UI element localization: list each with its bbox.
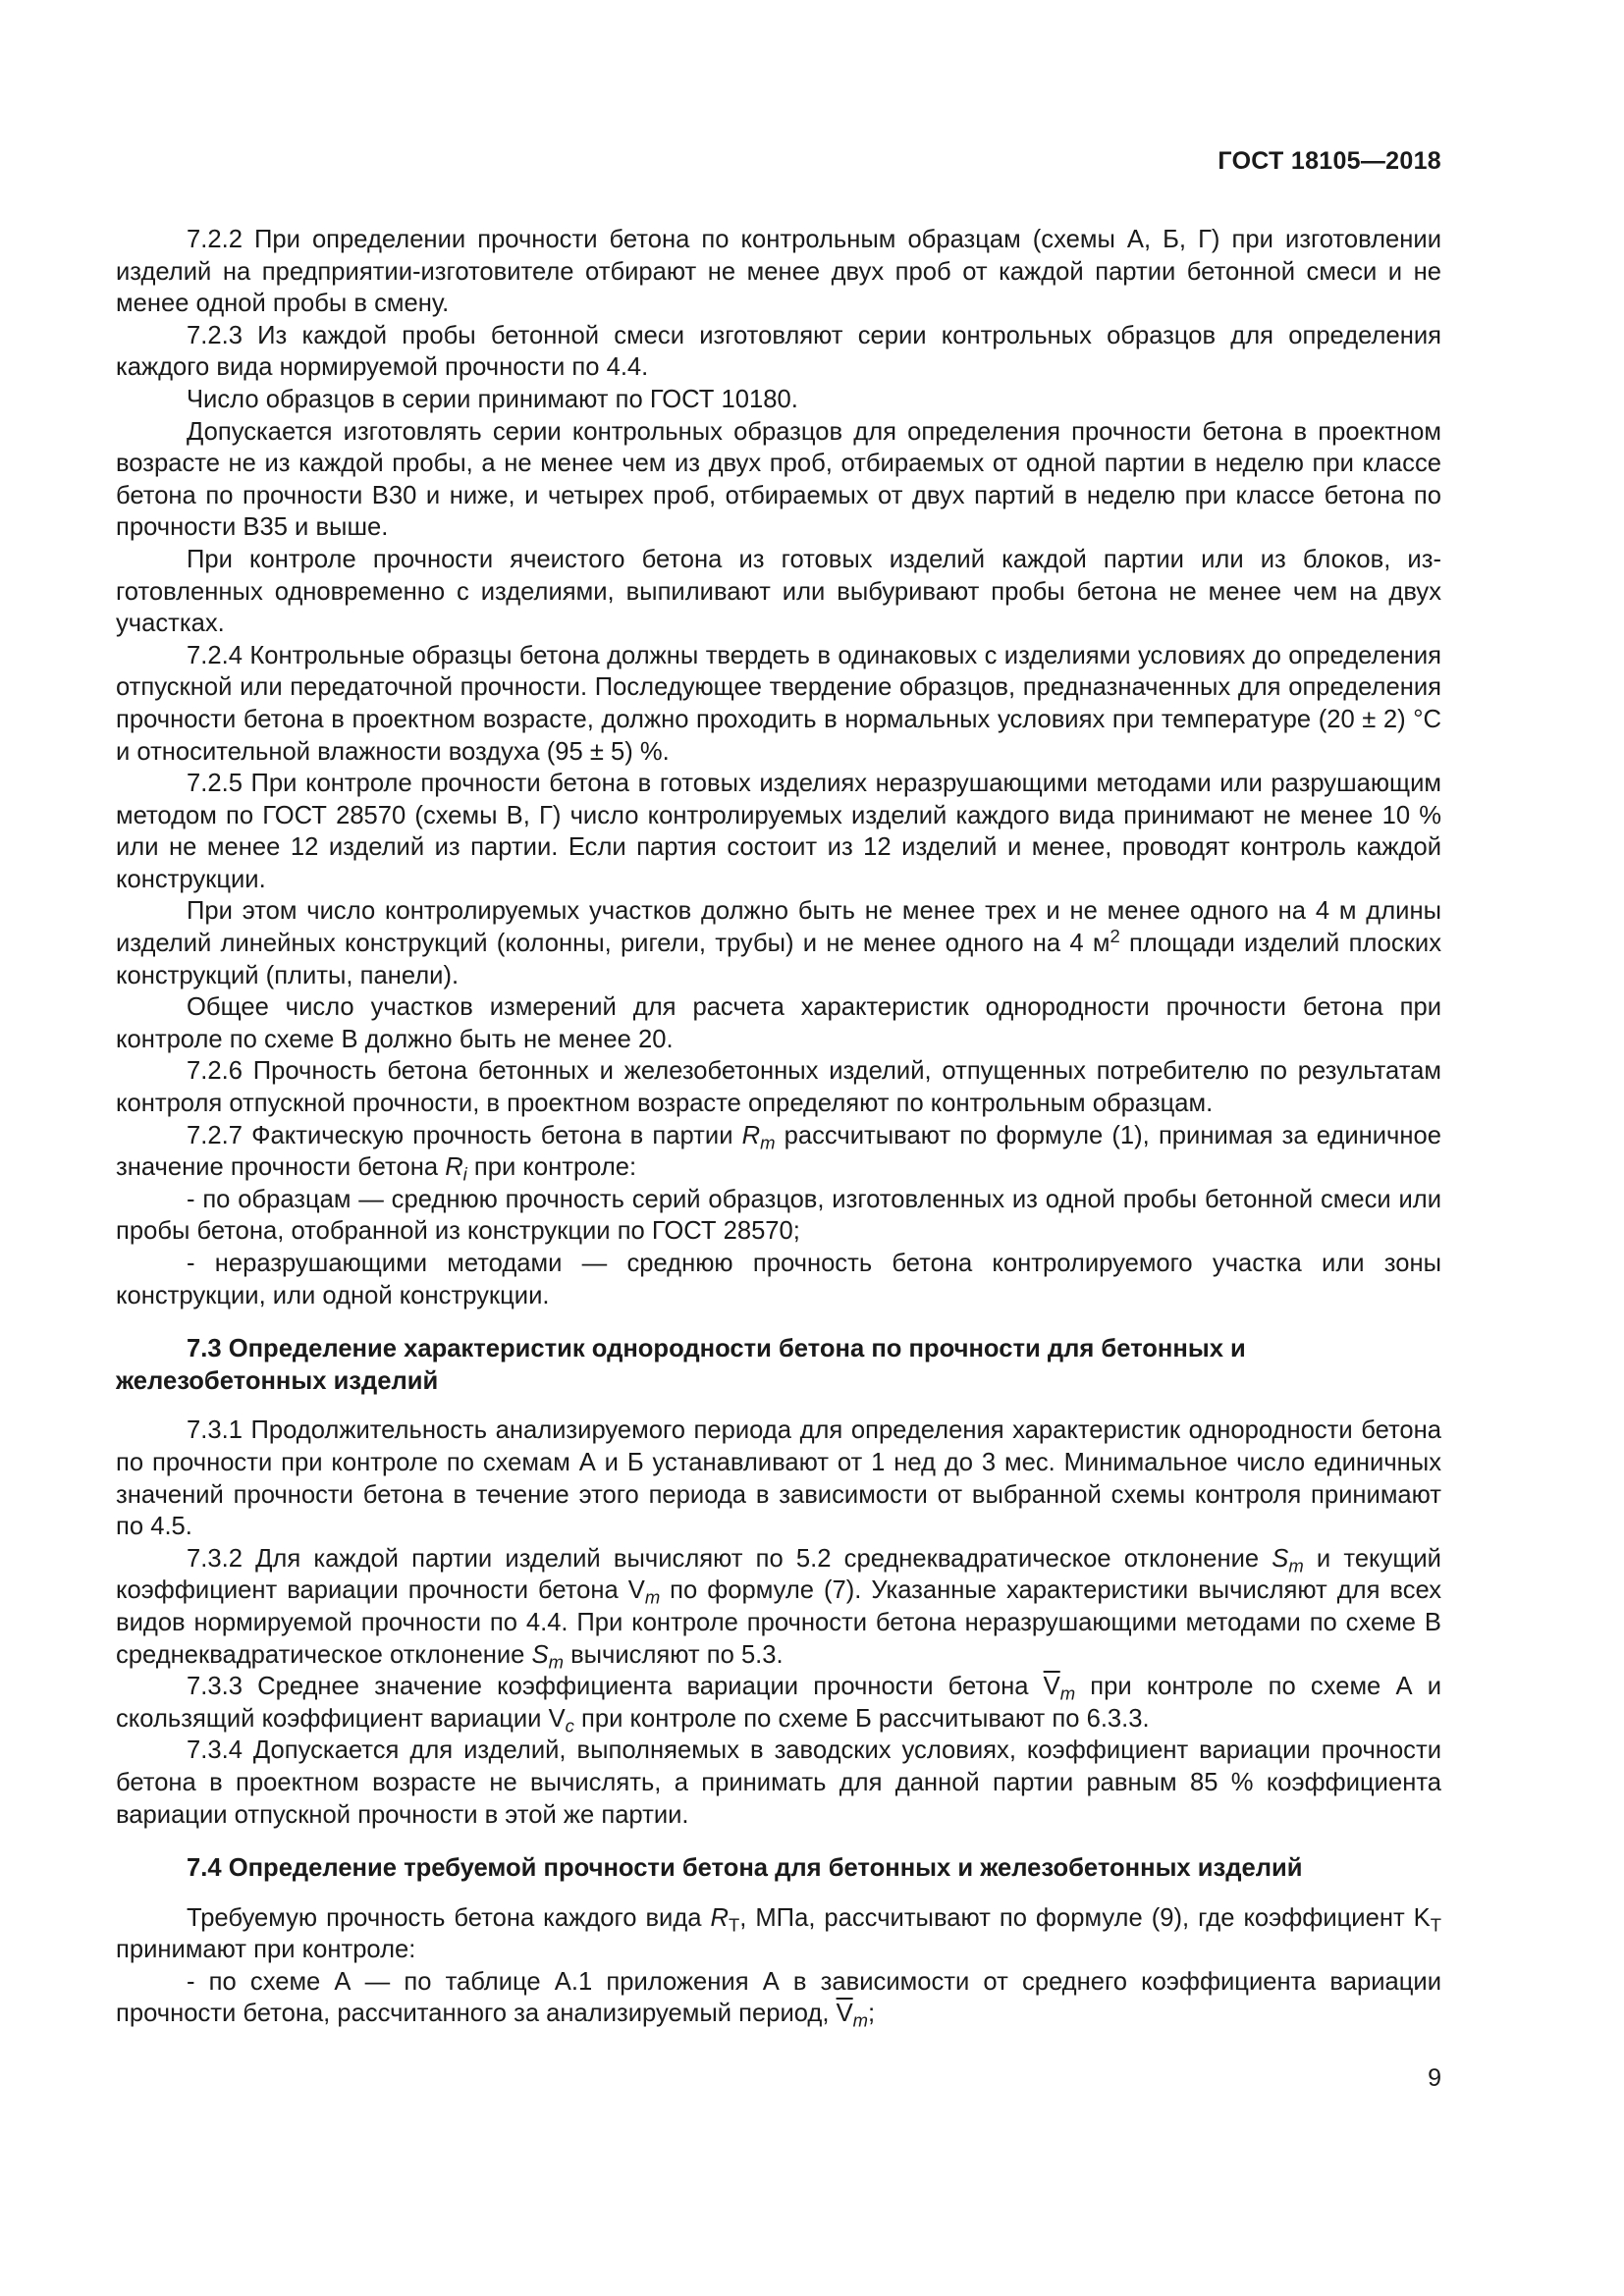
paragraph-7-3-2: 7.3.2 Для каждой партии изделий вычисляют по 5.2 среднеквадратическое отклонение $S_m$ и текущий коэффициент вариации прочности бетона $V_m$ по формуле (7). Указанные характеристики вычисляют для всех видов нормируемой прочности по 4.4. При контроле прочности бетона неразрушающими методами по схеме В среднеквадратическое отклонение $S_m$ вычисляют по 5.3. bbox=[116, 1544, 1441, 1673]
paragraph-7-2-5: 7.2.5 При контроле прочности бетона в готовых изделиях неразрушающими методами или разрушающим методом по ГОСТ 28570 (схемы В, Г) число контролируемых изделий каждого вида принимают не менее 10 % или не менее 12 изделий из партии. Если партия состоит из 12 изделий и менее, проводят контроль каждой конструкции. bbox=[116, 770, 1441, 893]
paragraph-7-3-1: 7.3.1 Продолжительность анализируемого периода для определения характеристик однородности бетона по прочности при контроле по схемам А и Б устанавливают от 1 нед до 3 мес. Минимальное число единичных значений прочности бетона в течение этого периода в зависимости от выбранной схемы контроля принимают по 4.5. bbox=[116, 1416, 1441, 1541]
paragraph-measurement-count: Общее число участков измерений для расчета характеристик однородности прочности бетона при контроле по схеме В должно быть не менее 20. bbox=[116, 993, 1441, 1053]
paragraph-cellular-concrete: При контроле прочности ячеистого бетона из готовых изделий каждой партии или из блоков, изготовленных одновременно с изделиями, выпиливают или выбуривают пробы бетона не менее чем на двух участках. bbox=[116, 545, 1441, 638]
paragraph-7-3-4: 7.3.4 Допускается для изделий, выполняемых в заводских условиях, коэффициент вариации прочности бетона в проектном возрасте не вычислять, а принимать для данной партии равным 85 % коэффициента вариации отпускной прочности в этой же партии. bbox=[116, 1736, 1441, 1829]
section-heading-7-3: 7.3 Определение характеристик однородности бетона по прочности для бетонных и железобетонных изделий bbox=[116, 1335, 1246, 1395]
paragraph-required-strength: Требуемую прочность бетона каждого вида $R_T$, МПа, рассчитывают по формуле (9), где коэффициент $K_T$ принимают при контроле: bbox=[116, 1903, 1442, 1964]
section-heading-7-4: 7.4 Определение требуемой прочности бетона для бетонных и железобетонных изделий bbox=[187, 1854, 1303, 1883]
document-header: ГОСТ 18105—2018 bbox=[1218, 147, 1441, 175]
list-item-nondestructive: - неразрушающими методами — среднюю прочность бетона контролируемого участка или зоны конструкции, или одной конструкции. bbox=[116, 1250, 1441, 1309]
paragraph-7-2-2: 7.2.2 При определении прочности бетона по контрольным образцам (схемы А, Б, Г) при изготовлении изделий на предприятии-изготовителе отбирают не менее двух проб от каждой партии бетонной смеси и не менее одной пробы в смену. bbox=[116, 226, 1441, 318]
paragraph-7-3-3: 7.3.3 Среднее значение коэффициента вариации прочности бетона $\overline{V}_m$ при контроле по схеме А и скользящий коэффициент вариации $V_c$ при контроле по схеме Б рассчитывают по 6.3.3. bbox=[116, 1673, 1441, 1736]
paragraph-sample-count: Число образцов в серии принимают по ГОСТ 10180. bbox=[187, 385, 798, 413]
document-page bbox=[116, 0, 1441, 2296]
list-item-by-samples: - по образцам — среднюю прочность серий образцов, изготовленных из одной пробы бетонной смеси или пробы бетона, отобранной из конструкции по ГОСТ 28570; bbox=[116, 1185, 1441, 1246]
paragraph-series-allowance: Допускается изготовлять серии контрольных образцов для определения прочности бетона в проектном возрасте не из каждой пробы, а не менее чем из двух проб, отбираемых от одной партии в неделю при классе бетона по прочности В30 и ниже, и четырех проб, отбираемых от двух партий в неделю при классе бетона по прочности В35 и выше. bbox=[116, 417, 1441, 542]
paragraph-7-2-6: 7.2.6 Прочность бетона бетонных и железобетонных изделий, отпущенных потребителю по результатам контроля отпускной прочности, в проектном возрасте определяют по контрольным образцам. bbox=[116, 1057, 1441, 1118]
paragraph-7-2-7: 7.2.7 Фактическую прочность бетона в партии $R_m$ рассчитывают по формуле (1), принимая за единичное значение прочности бетона $R_i$ при контроле: bbox=[116, 1121, 1441, 1185]
list-item-scheme-a: - по схеме А — по таблице А.1 приложения А в зависимости от среднего коэффициента вариации прочности бетона, рассчитанного за анализируемый период, $\overline{V}_m$; bbox=[116, 1967, 1441, 2031]
paragraph-7-2-4: 7.2.4 Контрольные образцы бетона должны твердеть в одинаковых с изделиями условиях до определения отпускной или передаточной прочности. Последующее твердение образцов, предназначенных для определения прочности бетона в проектном возрасте, должно проходить в нормальных условиях при температуре (20 ± 2) °С и относительной влажности воздуха (95 ± 5) %. bbox=[116, 641, 1441, 766]
paragraph-7-2-3: 7.2.3 Из каждой пробы бетонной смеси изготовляют серии контрольных образцов для определения каждого вида нормируемой прочности по 4.4. bbox=[116, 321, 1441, 382]
document-body bbox=[116, 224, 1441, 2030]
page-number: 9 bbox=[1428, 2064, 1441, 2092]
paragraph-controlled-sections: При этом число контролируемых участков должно быть не менее трех и не менее одного на 4 м длины изделий линейных конструкций (колонны, ригели, трубы) и не менее одного на 4 $м^2$ площади изделий плоских конструкций (плиты, панели). bbox=[116, 897, 1441, 989]
